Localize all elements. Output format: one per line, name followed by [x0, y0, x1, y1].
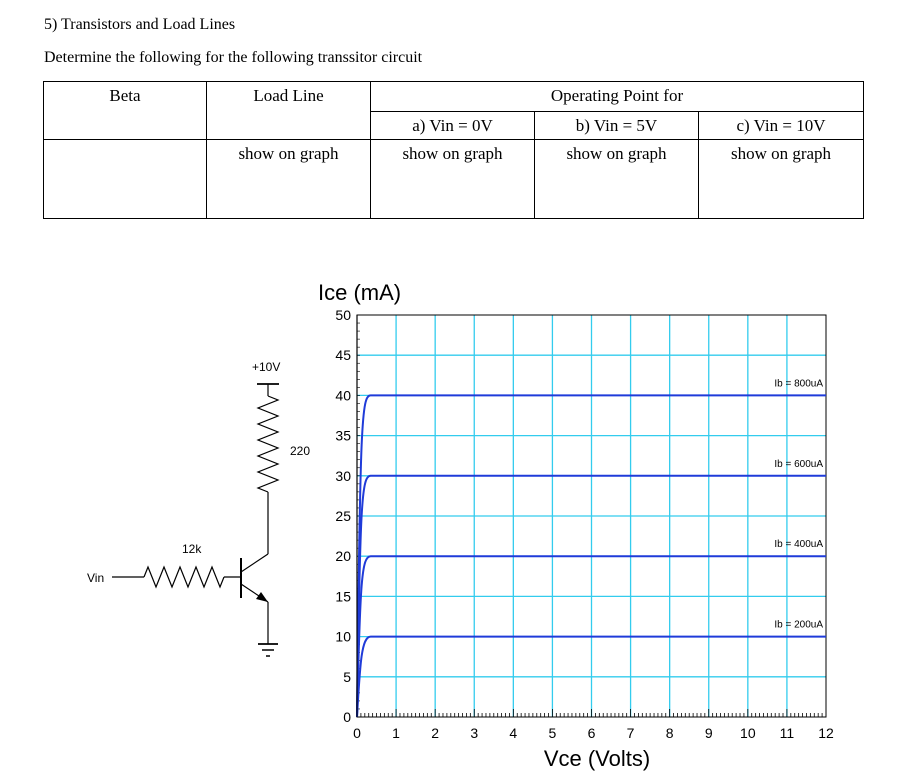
circuit-schematic [87, 360, 310, 656]
base-resistor [144, 567, 224, 587]
curve-label: Ib = 800uA [774, 378, 823, 390]
y-tick-label: 20 [335, 548, 351, 565]
x-tick-label: 6 [587, 725, 596, 741]
y-axis-label: Ice (mA) [318, 280, 402, 305]
y-tick-label: 15 [335, 588, 351, 605]
input-label: Vin [87, 571, 105, 585]
y-tick-label: 0 [343, 709, 351, 725]
vin-0v-answer-cell[interactable]: show on graph [371, 140, 535, 219]
question-instruction: Determine the following for the following transsitor circuit [44, 49, 423, 66]
base-resistor-label: 12k [182, 542, 202, 556]
curve-label: Ib = 400uA [774, 539, 823, 551]
chart-grid [357, 315, 826, 717]
emitter-arrow-icon [256, 592, 268, 602]
load-line-header: Load Line [207, 82, 371, 140]
y-tick-label: 35 [335, 427, 351, 444]
x-tick-label: 5 [548, 725, 557, 741]
x-tick-label: 9 [704, 725, 713, 741]
vin-0v-header: a) Vin = 0V [371, 111, 535, 140]
x-tick-label: 2 [431, 725, 440, 741]
curve-label: Ib = 600uA [774, 458, 823, 470]
x-tick-label: 12 [818, 725, 834, 741]
y-tick-label: 30 [335, 467, 351, 484]
characteristic-chart [318, 280, 834, 771]
y-tick-label: 50 [335, 307, 351, 323]
x-tick-label: 7 [626, 725, 635, 741]
vin-5v-answer-cell[interactable]: show on graph [535, 140, 699, 219]
vin-10v-answer-cell[interactable]: show on graph [699, 140, 864, 219]
x-tick-label: 1 [392, 725, 400, 741]
beta-header: Beta [44, 82, 207, 140]
y-tick-label: 10 [335, 628, 351, 645]
vin-10v-header: c) Vin = 10V [699, 111, 864, 140]
x-tick-label: 8 [665, 725, 674, 741]
x-tick-label: 11 [779, 725, 795, 741]
operating-point-header: Operating Point for [371, 82, 864, 112]
x-tick-label: 10 [740, 725, 756, 741]
y-tick-label: 25 [335, 508, 351, 524]
y-tick-label: 45 [335, 347, 351, 364]
x-tick-label: 3 [470, 725, 479, 741]
y-tick-labels [335, 307, 351, 725]
x-tick-labels [353, 725, 834, 741]
curve-label: Ib = 200uA [774, 619, 823, 631]
x-tick-label: 4 [509, 725, 518, 741]
x-tick-label: 0 [353, 725, 361, 741]
collector-resistor [258, 396, 278, 492]
y-tick-label: 5 [343, 668, 351, 685]
collector-resistor-label: 220 [290, 444, 311, 458]
collector-lead [241, 554, 268, 572]
x-axis-label: Vce (Volts) [543, 746, 651, 771]
vin-5v-header: b) Vin = 5V [535, 111, 699, 140]
load-line-answer-cell[interactable]: show on graph [207, 140, 371, 219]
supply-label: +10V [252, 360, 281, 374]
y-tick-label: 40 [335, 387, 351, 404]
question-title: 5) Transistors and Load Lines [44, 16, 236, 33]
